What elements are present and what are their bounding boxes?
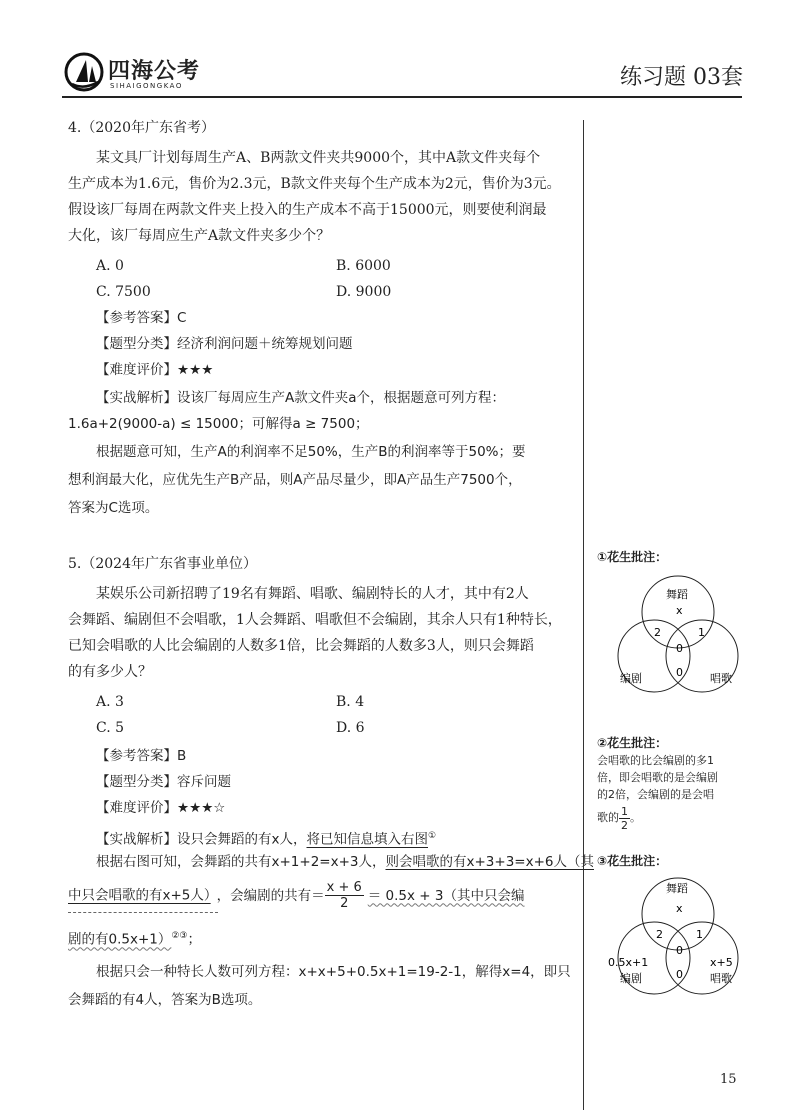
- q4-analysis-3: 根据题意可知，生产A的利润率不足50%，生产B的利润率等于50%；要: [96, 444, 526, 460]
- q5-analysis-3-post: ＝ 0.5x + 3（其中只会编: [367, 887, 525, 904]
- q5-analysis-1-text: 【实战解析】设只会舞蹈的有x人，: [96, 831, 307, 848]
- q4-stem-4: 大化，该厂每周应生产A款文件夹多少个？: [68, 228, 331, 244]
- q5-stem-3: 已知会唱歌的人比会编剧的人数多1倍，比会舞蹈的人数多3人，则只会舞蹈: [68, 638, 534, 654]
- q4-category: 【题型分类】经济利润问题＋统筹规划问题: [96, 336, 353, 352]
- q4-heading: 4.（2020年广东省考）: [68, 120, 215, 136]
- logo-icon: [64, 52, 104, 92]
- note2-fraction-den: 2: [621, 818, 628, 832]
- q5-analysis-4-underlined: 剧的有0.5x+1）: [68, 931, 172, 948]
- page-number: 15: [720, 1072, 737, 1087]
- q5-analysis-1-ref: ①: [428, 831, 437, 841]
- venn3-sing-label: 唱歌: [710, 972, 732, 985]
- q5-analysis-5: 根据只会一种特长人数可列方程：x+x+5+0.5x+1=19-2-1，解得x=4，即只: [96, 964, 571, 980]
- venn-diagram-3: [592, 874, 792, 1024]
- venn1-center: 0: [676, 642, 683, 655]
- q5-heading: 5.（2024年广东省事业单位）: [68, 556, 257, 572]
- note2-fraction: [619, 805, 630, 832]
- venn3-center: 0: [676, 944, 683, 957]
- q4-answer: 【参考答案】C: [96, 310, 187, 326]
- q5-option-a: A. 3: [96, 694, 124, 710]
- venn3-script-label: 编剧: [620, 972, 642, 985]
- q5-dashed-underline: [68, 912, 218, 913]
- note3-title: ③花生批注：: [597, 854, 668, 868]
- q5-fraction-num: x + 6: [326, 880, 362, 895]
- q5-answer: 【参考答案】B: [96, 748, 187, 764]
- q4-analysis-1: 【实战解析】设该厂每周应生产A款文件夹a个，根据题意可列方程：: [96, 390, 506, 406]
- q4-option-c: C. 7500: [96, 284, 151, 300]
- note1-title: ①花生批注：: [597, 550, 668, 564]
- q4-option-a: A. 0: [96, 258, 124, 274]
- venn1-dance-sing: 1: [698, 626, 705, 639]
- logo-text: 四海公考: [108, 59, 201, 84]
- venn3-sing-value: x+5: [710, 956, 733, 969]
- venn1-x: x: [676, 604, 683, 617]
- q5-analysis-1-underlined: 将已知信息填入右图: [306, 831, 428, 848]
- venn1-dance-label: 舞蹈: [666, 588, 688, 601]
- q4-analysis-2: 1.6a+2(9000-a) ≤ 15000；可解得a ≥ 7500；: [68, 416, 369, 432]
- venn1-dance-script: 2: [654, 626, 661, 639]
- q4-difficulty: 【难度评价】★★★: [96, 362, 214, 378]
- venn1-script-sing: 0: [676, 666, 683, 679]
- note2-line-2: 倍，即会唱歌的是会编剧: [597, 771, 718, 784]
- q5-stem-2: 会舞蹈、编剧但不会唱歌，1人会舞蹈、唱歌但不会编剧，其余人只有1种特长，: [68, 612, 562, 628]
- q5-analysis-6: 会舞蹈的有4人，答案为B选项。: [68, 992, 262, 1008]
- note2-line-3: 的2倍，会编剧的是会唱: [597, 788, 714, 801]
- note2-line-4-post: 。: [630, 811, 641, 824]
- note2-fraction-num: 1: [621, 804, 628, 818]
- q4-analysis-4: 想利润最大化，应优先生产B产品，则A产品尽量少，即A产品生产7500个，: [68, 472, 522, 488]
- q5-stem-4: 的有多少人？: [68, 664, 152, 680]
- venn3-dance-script: 2: [656, 928, 663, 941]
- venn3-dance-label: 舞蹈: [666, 882, 688, 895]
- venn1-script-label: 编剧: [620, 672, 642, 685]
- logo-subtext: SIHAIGONGKAO: [110, 82, 183, 90]
- q5-analysis-3: [68, 880, 525, 911]
- q5-difficulty: 【难度评价】★★★☆: [96, 800, 226, 816]
- column-divider: [583, 120, 584, 1110]
- venn1-sing-label: 唱歌: [710, 672, 732, 685]
- logo: [64, 52, 224, 94]
- q5-stem-1: 某娱乐公司新招聘了19名有舞蹈、唱歌、编剧特长的人才，其中有2人: [96, 586, 529, 602]
- q4-option-d: D. 9000: [336, 284, 392, 300]
- venn3-script-value: 0.5x+1: [608, 956, 649, 969]
- q5-analysis-4: [68, 926, 201, 950]
- note2-line-4-text: 歌的: [597, 811, 619, 824]
- note2-line-1: 会唱歌的比会编剧的多1: [597, 754, 714, 767]
- note2-line-4: [597, 803, 767, 833]
- venn3-dance-sing: 1: [696, 928, 703, 941]
- q5-option-b: B. 4: [336, 694, 365, 710]
- q4-stem-1: 某文具厂计划每周生产A、B两款文件夹共9000个，其中A款文件夹每个: [96, 150, 541, 166]
- q5-option-c: C. 5: [96, 720, 125, 736]
- venn-diagram-1: [592, 572, 792, 722]
- set-title: 练习题 03套: [620, 65, 743, 90]
- q5-analysis-3-mid: ，会编剧的共有＝: [216, 887, 325, 904]
- q5-fraction-den: 2: [340, 896, 349, 911]
- venn3-script-sing: 0: [676, 968, 683, 981]
- q5-category: 【题型分类】容斥问题: [96, 774, 231, 790]
- header-rule: [62, 96, 742, 98]
- q5-analysis-4-ref: ②③: [171, 931, 188, 941]
- q5-analysis-1: [96, 826, 436, 850]
- q5-analysis-4-post: ；: [187, 931, 201, 948]
- note2-title: ②花生批注：: [597, 736, 668, 750]
- q4-option-b: B. 6000: [336, 258, 391, 274]
- q5-analysis-2: [96, 852, 594, 872]
- venn3-x: x: [676, 902, 683, 915]
- q4-analysis-5: 答案为C选项。: [68, 500, 159, 516]
- q5-analysis-2-text: 根据右图可知，会舞蹈的共有x+1+2=x+3人，: [96, 854, 386, 870]
- q5-analysis-2-underlined: 则会唱歌的有x+3+3=x+6人（其: [385, 854, 594, 870]
- q4-stem-2: 生产成本为1.6元，售价为2.3元，B款文件夹每个生产成本为2元，售价为3元。: [68, 176, 561, 192]
- q5-analysis-3-underlined: 中只会唱歌的有x+5人）: [68, 887, 211, 904]
- q4-stem-3: 假设该厂每周在两款文件夹上投入的生产成本不高于15000元，则要使利润最: [68, 202, 547, 218]
- q5-fraction: [325, 880, 364, 911]
- q5-option-d: D. 6: [336, 720, 365, 736]
